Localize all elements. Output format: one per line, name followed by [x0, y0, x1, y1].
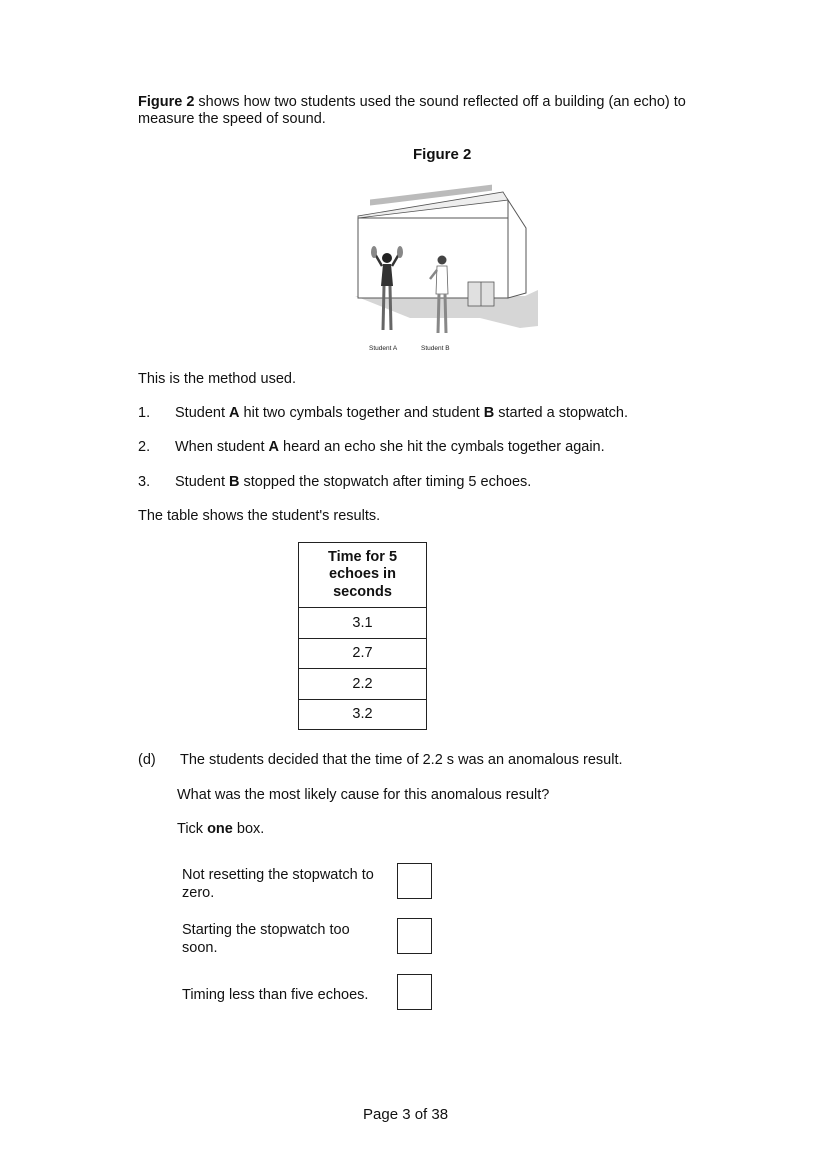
step-number: 1.: [138, 405, 151, 421]
results-table: [298, 542, 427, 730]
option-checkbox[interactable]: [397, 863, 432, 899]
figure-title: Figure 2: [413, 146, 472, 163]
intro-text: shows how two students used the sound reflected off a building (an echo) to measure the speed of sound.: [138, 94, 686, 127]
option-checkbox[interactable]: [397, 974, 432, 1010]
question-text: The students decided that the time of 2.2 s was an anomalous result.: [180, 752, 623, 768]
page-number: Page 3 of 38: [363, 1106, 449, 1123]
table-header-row: [299, 543, 427, 608]
option-label: Timing less than five echoes.: [182, 987, 369, 1003]
student-b-label: Student B: [421, 345, 450, 352]
question-label: (d): [138, 752, 156, 768]
option-checkbox[interactable]: [397, 918, 432, 954]
step-text: Student B stopped the stopwatch after timing 5 echoes.: [175, 474, 532, 490]
echo-experiment-figure: [350, 178, 545, 356]
building-side: [508, 200, 526, 298]
question-prompt: What was the most likely cause for this anomalous result?: [177, 787, 550, 803]
table-cell: 2.7: [299, 638, 427, 669]
method-intro: This is the method used.: [138, 371, 296, 387]
student-a-label: Student A: [369, 345, 398, 352]
option-label: Starting the stopwatch too soon.: [182, 922, 350, 956]
tick-instruction: Tick one box.: [177, 821, 265, 837]
table-cell: 3.1: [299, 608, 427, 639]
step-number: 2.: [138, 439, 151, 455]
table-row: [299, 669, 427, 700]
table-row: [299, 699, 427, 730]
intro-paragraph: [138, 94, 738, 128]
figure-reference: Figure 2: [138, 94, 195, 110]
step-text: When student A heard an echo she hit the cymbals together again.: [175, 439, 605, 455]
table-header: Time for 5 echoes in seconds: [299, 543, 427, 608]
step-number: 3.: [138, 474, 151, 490]
table-row: [299, 638, 427, 669]
table-cell: 3.2: [299, 699, 427, 730]
table-intro: The table shows the student's results.: [138, 508, 381, 524]
table-cell: 2.2: [299, 669, 427, 700]
step-text: Student A hit two cymbals together and student B started a stopwatch.: [175, 405, 629, 421]
option-label: Not resetting the stopwatch to zero.: [182, 867, 374, 901]
table-row: [299, 608, 427, 639]
